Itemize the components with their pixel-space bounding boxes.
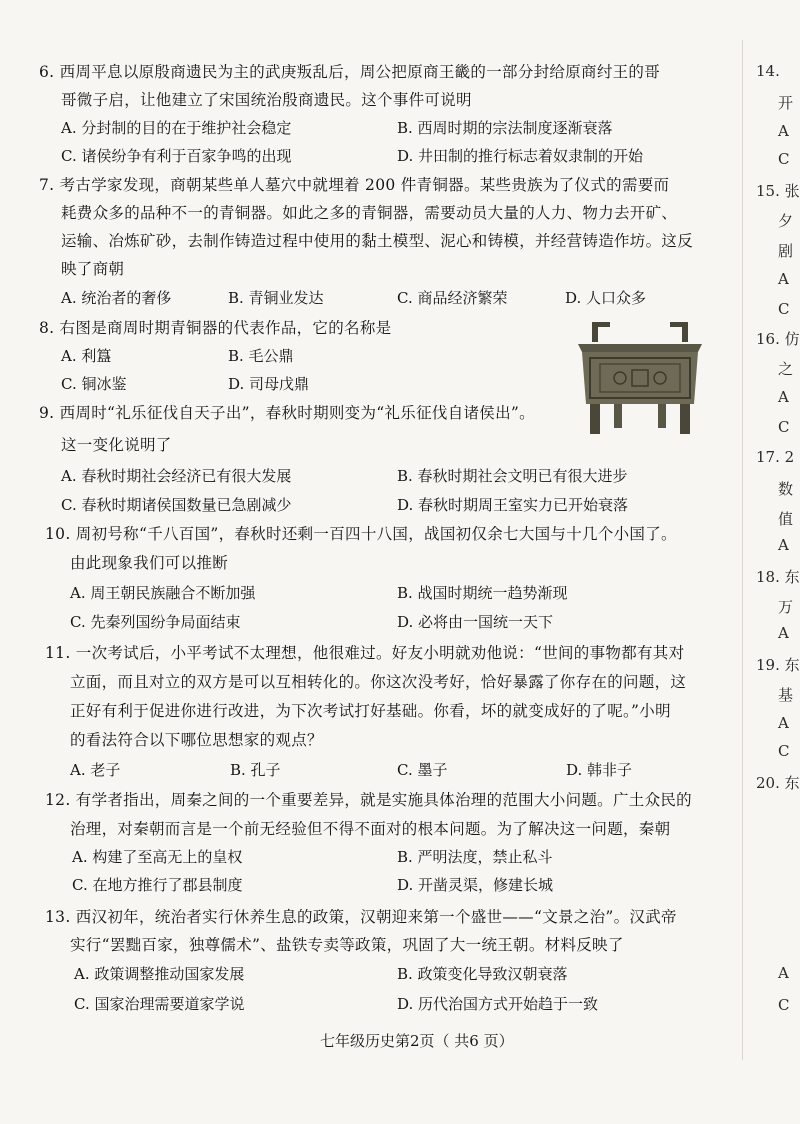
edge-text: 剧 — [778, 242, 794, 260]
q9-option-b[interactable]: B. 春秋时期社会文明已有很大进步 — [397, 467, 628, 485]
question-7-line-4: 映了商朝 — [61, 260, 125, 278]
question-9-line-1: 9. 西周时“礼乐征伐自天子出”，春秋时期则变为“礼乐征伐自诸侯出”。 — [39, 404, 535, 422]
q10-option-c[interactable]: C. 先秦列国纷争局面结束 — [70, 613, 241, 631]
question-12-line-1: 12. 有学者指出，周秦之间的一个重要差异，就是实施具体治理的范围大小问题。广土众民的 — [45, 791, 692, 809]
edge-text: 数 — [778, 480, 794, 498]
q9-option-c[interactable]: C. 春秋时期诸侯国数量已急剧减少 — [61, 496, 292, 514]
question-6-line-1: 6. 西周平息以原殷商遗民为主的武庚叛乱后，周公把原商王畿的一部分封给原商纣王的哥 — [39, 63, 661, 81]
q11-option-c[interactable]: C. 墨子 — [397, 761, 448, 779]
q7-option-d[interactable]: D. 人口众多 — [565, 289, 647, 307]
q11-option-d[interactable]: D. 韩非子 — [566, 761, 633, 779]
q9-option-a[interactable]: A. 春秋时期社会经济已有很大发展 — [61, 467, 292, 485]
edge-text: 开 — [778, 94, 794, 112]
question-10-line-1: 10. 周初号称“千八百国”，春秋时还剩一百四十八国，战国初仅余七大国与十几个小国了。 — [45, 525, 677, 543]
edge-text: 基 — [778, 686, 794, 704]
q12-option-d[interactable]: D. 开凿灵渠，修建长城 — [397, 876, 554, 894]
q8-option-d[interactable]: D. 司母戊鼎 — [228, 375, 310, 393]
question-13-line-1: 13. 西汉初年，统治者实行休养生息的政策，汉朝迎来第一个盛世——“文景之治”。汉武帝 — [45, 908, 677, 926]
edge-text: 17. 2 — [756, 448, 795, 466]
q6-option-c[interactable]: C. 诸侯纷争有利于百家争鸣的出现 — [61, 147, 292, 165]
q10-option-d[interactable]: D. 必将由一国统一天下 — [397, 613, 554, 631]
edge-text: 值 — [778, 510, 794, 528]
q7-option-b[interactable]: B. 青铜业发达 — [228, 289, 324, 307]
question-13-line-2: 实行“罢黜百家，独尊儒术”、盐铁专卖等政策，巩固了大一统王朝。材料反映了 — [70, 936, 624, 954]
q13-option-a[interactable]: A. 政策调整推动国家发展 — [74, 965, 245, 983]
question-7-line-1: 7. 考古学家发现，商朝某些单人墓穴中就埋着 200 件青铜器。某些贵族为了仪式的需要而 — [39, 176, 670, 194]
edge-text: A — [778, 964, 789, 982]
edge-text: 20. 东 — [756, 774, 800, 792]
edge-text: 夕 — [778, 212, 794, 230]
question-11-line-2: 立面，而且对立的双方是可以互相转化的。你这次没考好，恰好暴露了你存在的问题，这 — [70, 673, 687, 691]
q6-option-a[interactable]: A. 分封制的目的在于维护社会稳定 — [61, 119, 292, 137]
q9-option-d[interactable]: D. 春秋时期周王室实力已开始衰落 — [397, 496, 629, 514]
edge-text: A — [778, 122, 789, 140]
question-8-line-1: 8. 右图是商周时期青铜器的代表作品，它的名称是 — [39, 319, 392, 337]
q13-option-d[interactable]: D. 历代治国方式开始趋于一致 — [397, 995, 599, 1013]
q8-option-a[interactable]: A. 利簋 — [61, 347, 112, 365]
edge-text: 14. — [756, 62, 780, 80]
q6-option-d[interactable]: D. 井田制的推行标志着奴隶制的开始 — [397, 147, 644, 165]
edge-text: A — [778, 624, 789, 642]
question-9-line-2: 这一变化说明了 — [61, 436, 172, 454]
q8-option-b[interactable]: B. 毛公鼎 — [228, 347, 294, 365]
q11-option-a[interactable]: A. 老子 — [70, 761, 121, 779]
question-11-line-3: 正好有利于促进你进行改进，为下次考试打好基础。你看，坏的就变成好的了呢。”小明 — [70, 702, 671, 720]
edge-text: A — [778, 388, 789, 406]
edge-text: C — [778, 742, 790, 760]
page-footer: 七年级历史第2页（ 共6 页） — [320, 1032, 514, 1050]
q8-option-c[interactable]: C. 铜冰鉴 — [61, 375, 127, 393]
q7-option-a[interactable]: A. 统治者的奢侈 — [61, 289, 172, 307]
q11-option-b[interactable]: B. 孔子 — [230, 761, 281, 779]
question-7-line-3: 运输、冶炼矿砂，去制作铸造过程中使用的黏土模型、泥心和铸模，并经营铸造作坊。这反 — [61, 232, 694, 250]
bronze-ding-icon — [570, 318, 710, 438]
column-divider — [742, 40, 743, 1060]
q12-option-c[interactable]: C. 在地方推行了郡县制度 — [72, 876, 243, 894]
edge-text: C — [778, 418, 790, 436]
q10-option-b[interactable]: B. 战国时期统一趋势渐现 — [397, 584, 568, 602]
q7-option-c[interactable]: C. 商品经济繁荣 — [397, 289, 508, 307]
q13-option-b[interactable]: B. 政策变化导致汉朝衰落 — [397, 965, 568, 983]
edge-text: 之 — [778, 360, 794, 378]
question-11-line-4: 的看法符合以下哪位思想家的观点？ — [70, 731, 323, 749]
question-11-line-1: 11. 一次考试后，小平考试不太理想，他很难过。好友小明就劝他说：“世间的事物都有其对 — [45, 644, 685, 662]
question-7-line-2: 耗费众多的品种不一的青铜器。如此之多的青铜器，需要动员大量的人力、物力去开矿、 — [61, 204, 678, 222]
q12-option-b[interactable]: B. 严明法度，禁止私斗 — [397, 848, 553, 866]
edge-text: 16. 仿 — [756, 330, 800, 348]
edge-text: A — [778, 714, 789, 732]
edge-text: 万 — [778, 598, 794, 616]
q10-option-a[interactable]: A. 周王朝民族融合不断加强 — [70, 584, 256, 602]
question-6-line-2: 哥微子启，让他建立了宋国统治殷商遗民。这个事件可说明 — [61, 91, 472, 109]
question-12-line-2: 治理，对秦朝而言是一个前无经验但不得不面对的根本问题。为了解决这一问题，秦朝 — [70, 820, 671, 838]
edge-text: A — [778, 536, 789, 554]
q13-option-c[interactable]: C. 国家治理需要道家学说 — [74, 995, 245, 1013]
edge-text: C — [778, 300, 790, 318]
edge-text: 19. 东 — [756, 656, 800, 674]
edge-text: 15. 张 — [756, 182, 800, 200]
edge-text: C — [778, 150, 790, 168]
q6-option-b[interactable]: B. 西周时期的宗法制度逐渐衰落 — [397, 119, 613, 137]
q12-option-a[interactable]: A. 构建了至高无上的皇权 — [72, 848, 243, 866]
edge-text: C — [778, 996, 790, 1014]
question-10-line-2: 由此现象我们可以推断 — [70, 554, 229, 572]
edge-text: A — [778, 270, 789, 288]
edge-text: 18. 东 — [756, 568, 800, 586]
